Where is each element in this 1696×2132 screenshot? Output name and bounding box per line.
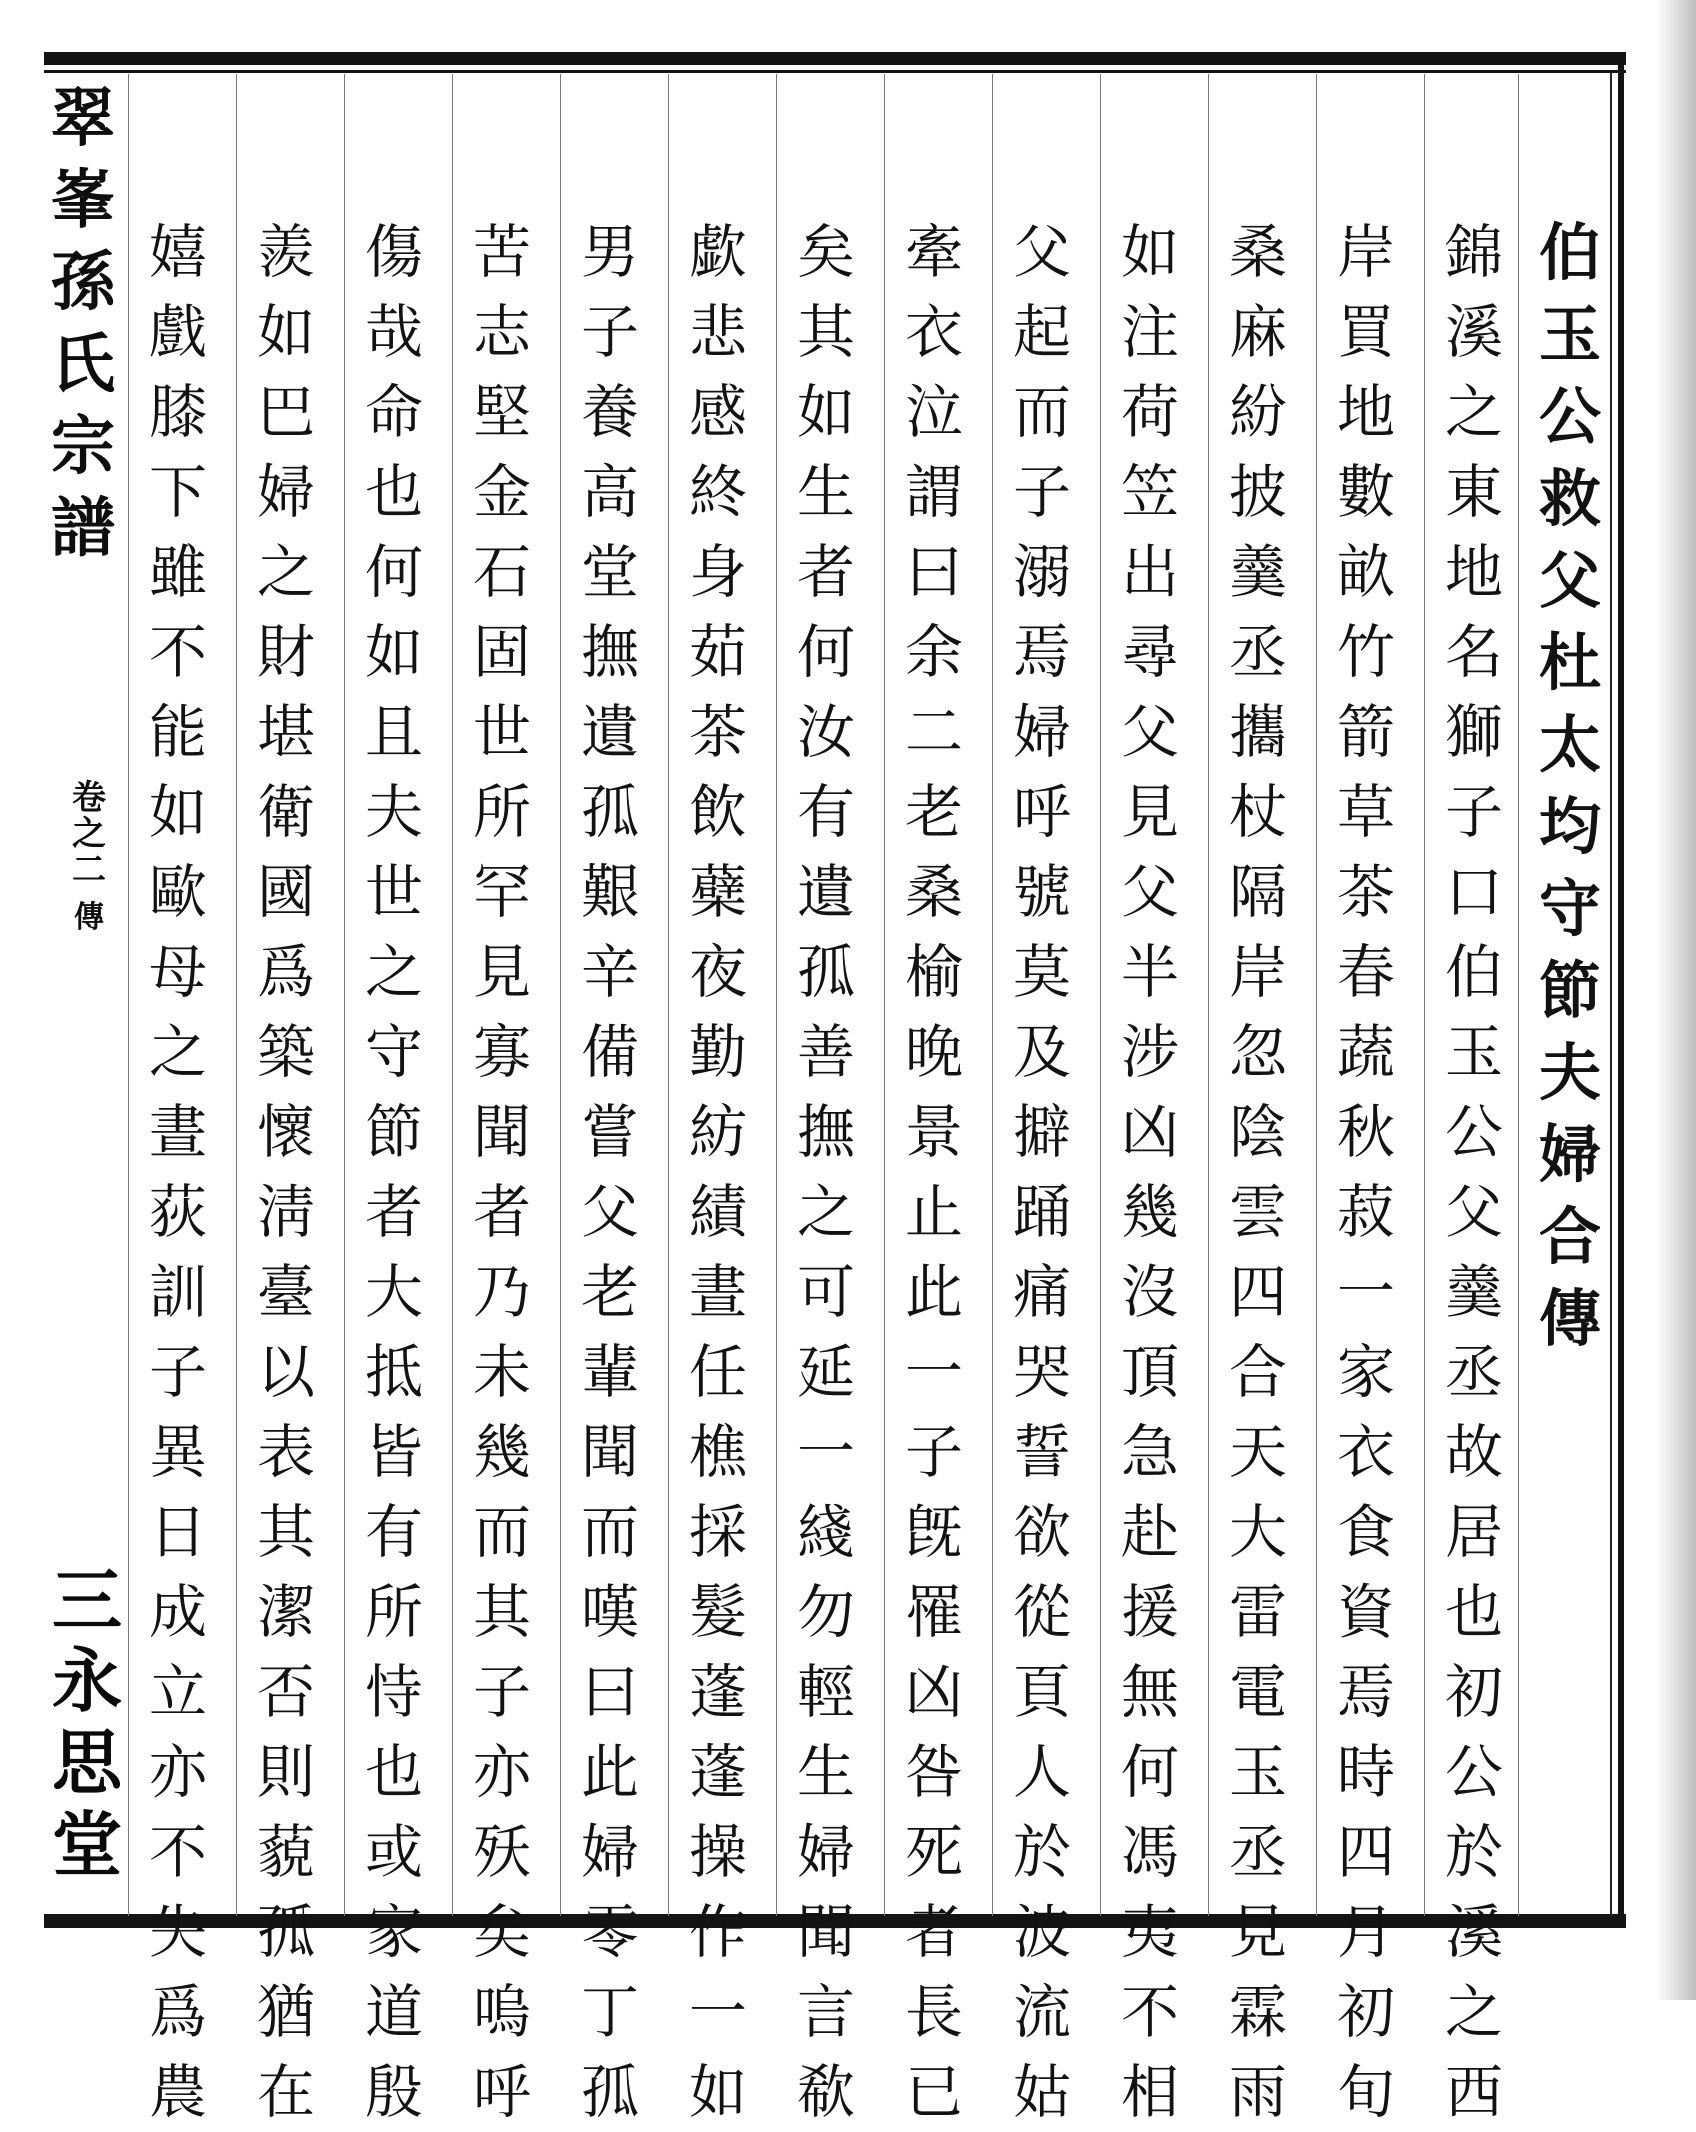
text-column-12: 羨 如 巴 婦 之 財 堪 衛 國 爲 築 懷 淸 臺 以 表 其 潔 否 則 藐 孤 猶 在 bbox=[256, 218, 315, 2126]
text-column-10: 苦 志 堅 金 石 固 世 所 罕 見 寡 聞 者 乃 未 幾 而 其 子 亦 殀 矣 嗚 呼 bbox=[472, 218, 531, 2126]
text-column-1: 錦 溪 之 東 地 名 獅 子 口 伯 玉 公 父 羹 丞 故 居 也 初 公 於 溪 之 西 bbox=[1444, 218, 1503, 2126]
spine-volume: 卷 之 二 bbox=[72, 778, 106, 890]
text-column-5: 父 起 而 子 溺 焉 婦 呼 號 莫 及 擗 踊 痛 哭 誓 欲 從 頁 人 於 波 流 姑 bbox=[1012, 218, 1071, 2126]
top-border-inner-rule bbox=[44, 70, 1626, 73]
biography-title: 伯 玉 公 救 父 杜 太 均 守 節 夫 婦 合 傳 bbox=[1538, 216, 1601, 1355]
text-column-7: 矣 其 如 生 者 何 汝 有 遺 孤 善 撫 之 可 延 一 綫 勿 輕 生 婦 聞 言 欷 bbox=[796, 218, 855, 2126]
text-column-11: 傷 哉 命 也 何 如 且 夫 世 之 守 節 者 大 抵 皆 有 所 恃 也 或 家 道 殷 bbox=[364, 218, 423, 2126]
text-column-2: 岸 買 地 數 畝 竹 箭 草 茶 春 蔬 秋 菽 一 家 衣 食 資 焉 時 四 月 初 旬 bbox=[1336, 218, 1395, 2126]
text-column-9: 男 子 養 高 堂 撫 遺 孤 艱 辛 備 嘗 父 老 輩 聞 而 嘆 曰 此 婦 零 丁 孤 bbox=[580, 218, 639, 2126]
text-column-6: 牽 衣 泣 謂 曰 余 二 老 桑 榆 晚 景 止 此 一 子 旣 罹 凶 咎 死 者 長 已 bbox=[904, 218, 963, 2126]
page-edge-shadow bbox=[1656, 0, 1696, 2000]
text-column-3: 桑 麻 紛 披 羹 丞 攜 杖 隔 岸 忽 陰 雲 四 合 天 大 雷 電 玉 丞 見 霖 雨 bbox=[1228, 218, 1287, 2126]
spine-book-title: 翠 峯 孫 氏 宗 譜 bbox=[51, 81, 115, 566]
spine-hall-name: 永 思 堂 bbox=[52, 1639, 122, 1886]
top-border-rule bbox=[44, 52, 1626, 65]
text-column-13: 嬉 戲 膝 下 雖 不 能 如 歐 母 之 晝 荻 訓 子 異 日 成 立 亦 不 失 爲 農 bbox=[148, 218, 207, 2126]
text-column-8: 歔 悲 感 終 身 茹 茶 飲 蘗 夜 勤 紡 績 晝 任 樵 採 髮 蓬 蓬 操 作 一 如 bbox=[688, 218, 747, 2126]
spine-section-label: 傳 bbox=[74, 900, 104, 935]
spine-page-number: 三 bbox=[52, 1559, 122, 1642]
text-column-4: 如 注 荷 笠 出 尋 父 見 父 半 涉 凶 幾 沒 頂 急 赴 援 無 何 馮 夷 不 相 bbox=[1120, 218, 1179, 2126]
